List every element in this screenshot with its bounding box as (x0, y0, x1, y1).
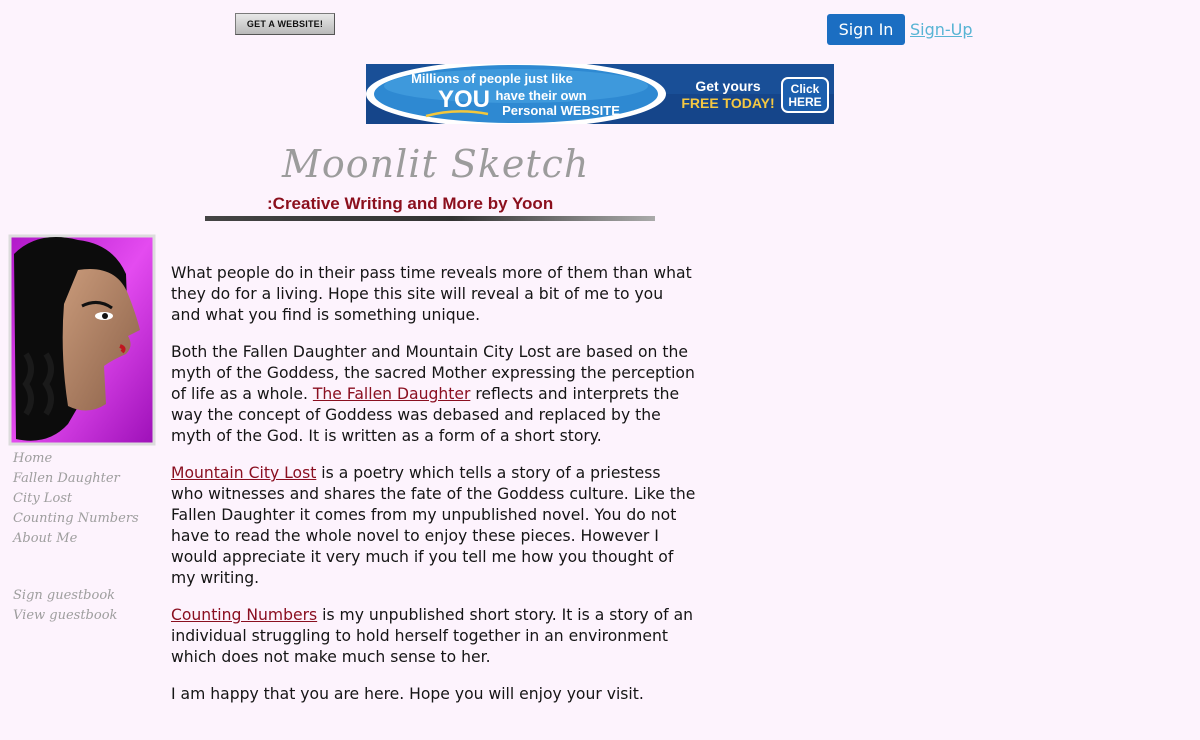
banner-click: Click (790, 82, 820, 96)
intro-paragraph: What people do in their pass time reveals more of them than what they do for a living. Hope this site will reveal a bit of me to you and what you find is something unique. (171, 264, 692, 324)
banner-you: YOU (437, 86, 491, 113)
counting-text: is my unpublished short story. It is a story of an individual struggling to hold herself together in an environment which does not make much sense to her. (171, 606, 694, 666)
nav-home[interactable]: Home (13, 451, 53, 466)
counting-paragraph (171, 605, 696, 668)
nav-about-me[interactable]: About Me (13, 531, 78, 546)
closing-paragraph: I am happy that you are here. Hope you will enjoy your visit. (171, 685, 644, 703)
fallen-daughter-link[interactable]: The Fallen Daughter (312, 385, 471, 403)
nav-city-lost[interactable]: City Lost (13, 491, 73, 506)
banner-free-today: FREE TODAY! (681, 95, 775, 111)
goddess-text-after: reflects and interprets the way the concept of Goddess was debased and replaced by the myth of the God. It is written as a form of a short story. (171, 385, 680, 445)
main-content (171, 263, 696, 721)
get-a-website-button[interactable]: GET A WEBSITE! (235, 13, 335, 35)
ad-banner[interactable] (366, 64, 834, 124)
mountain-paragraph (171, 463, 696, 589)
title-divider (205, 216, 655, 221)
guestbook-links (13, 586, 117, 626)
sign-guestbook-link[interactable]: Sign guestbook (13, 588, 116, 603)
counting-numbers-link[interactable]: Counting Numbers (171, 606, 318, 624)
sign-in-button[interactable]: Sign In (827, 14, 905, 45)
banner-line1: Millions of people just like (411, 71, 573, 86)
banner-line2b: Personal WEBSITE (502, 103, 620, 118)
portrait-image (8, 234, 156, 446)
mountain-city-lost-link[interactable]: Mountain City Lost (171, 464, 317, 482)
banner-line2a: have their own (495, 88, 587, 103)
nav-counting-numbers[interactable]: Counting Numbers (13, 511, 139, 526)
site-title: Moonlit Sketch (282, 142, 590, 186)
site-subtitle: :Creative Writing and More by Yoon (267, 194, 554, 213)
nav-fallen-daughter[interactable]: Fallen Daughter (13, 471, 120, 486)
banner-get-yours: Get yours (695, 78, 761, 94)
goddess-text-before: Both the Fallen Daughter and Mountain City Lost are based on the myth of the Goddess, the sacred Mother expressing the perception of life as a whole. (171, 343, 695, 403)
mountain-text: is a poetry which tells a story of a priestess who witnesses and shares the fate of the Goddess culture. Like the Fallen Daughter it comes from my unpublished novel. You do not have to read the whole novel to enjoy these pieces. However I would appreciate it very much if you tell me how you thought of my writing. (171, 464, 696, 587)
goddess-paragraph (171, 342, 696, 447)
sidebar-nav (13, 449, 139, 549)
banner-here: HERE (788, 95, 822, 109)
view-guestbook-link[interactable]: View guestbook (13, 608, 118, 623)
sign-up-link[interactable]: Sign-Up (910, 20, 973, 39)
